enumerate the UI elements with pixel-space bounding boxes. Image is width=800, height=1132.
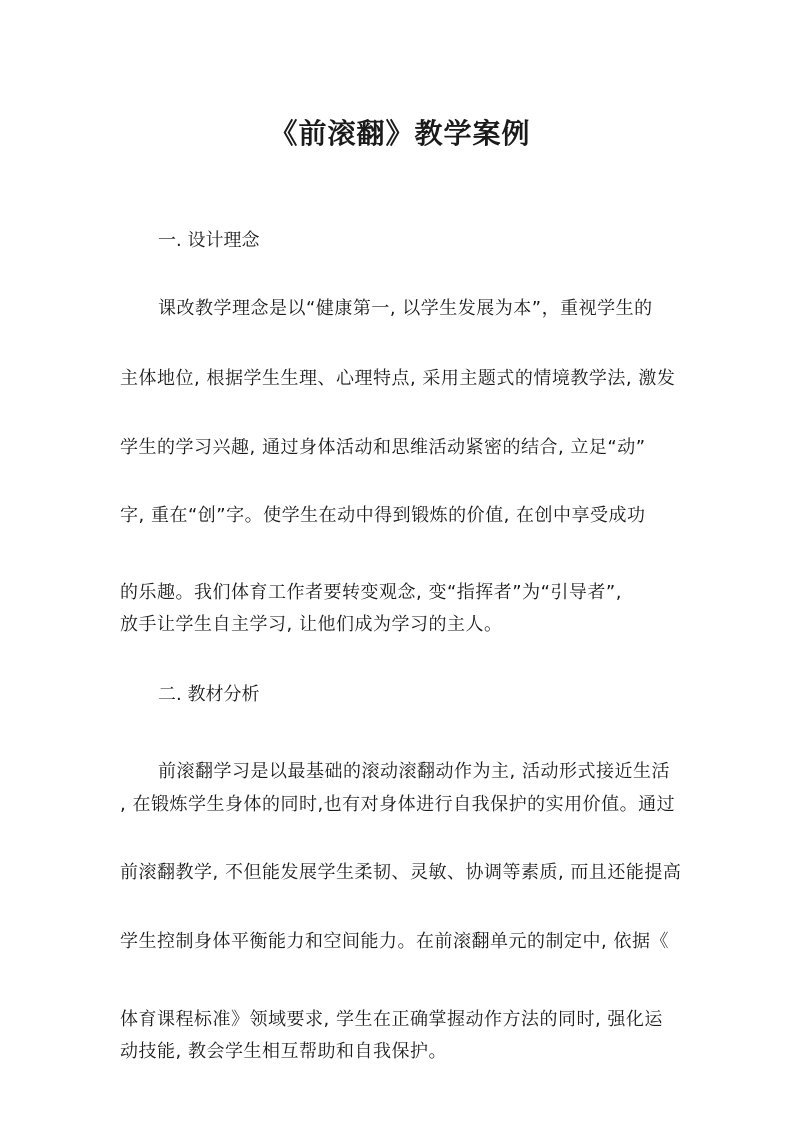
section-heading-material-analysis: 二. 教材分析 [158, 684, 260, 705]
paragraph-line: , 在锻炼学生身体的同时,也有对身体进行自我保护的实用价值。通过 [120, 794, 676, 815]
paragraph-line: 主体地位, 根据学生生理、心理特点, 采用主题式的情境教学法, 激发 [120, 368, 676, 389]
paragraph-line: 动技能, 教会学生相互帮助和自我保护。 [120, 1041, 447, 1062]
paragraph-line: 课改教学理念是以“健康第一, 以学生发展为本”，重视学生的 [158, 298, 653, 319]
document-title: 《前滚翻》教学案例 [269, 117, 531, 150]
paragraph-line: 前滚翻教学, 不但能发展学生柔韧、灵敏、协调等素质, 而且还能提高 [120, 862, 682, 883]
paragraph-line: 前滚翻学习是以最基础的滚动滚翻动作为主, 活动形式接近生活 [158, 761, 670, 782]
paragraph-line: 的乐趣。我们体育工作者要转变观念, 变“指挥者”为“引导者”, [120, 582, 622, 603]
paragraph-line: 字, 重在“创”字。使学生在动中得到锻炼的价值, 在创中享受成功 [120, 505, 646, 526]
paragraph-line: 学生的学习兴趣, 通过身体活动和思维活动紧密的结合, 立足“动” [120, 437, 646, 458]
paragraph-line: 体育课程标准》领域要求, 学生在正确掌握动作方法的同时, 强化运 [120, 1009, 663, 1030]
section-heading-design-concept: 一. 设计理念 [158, 230, 260, 251]
paragraph-line: 放手让学生自主学习, 让他们成为学习的主人。 [120, 614, 503, 635]
paragraph-line: 学生控制身体平衡能力和空间能力。在前滚翻单元的制定中, 依据《 [120, 931, 669, 952]
